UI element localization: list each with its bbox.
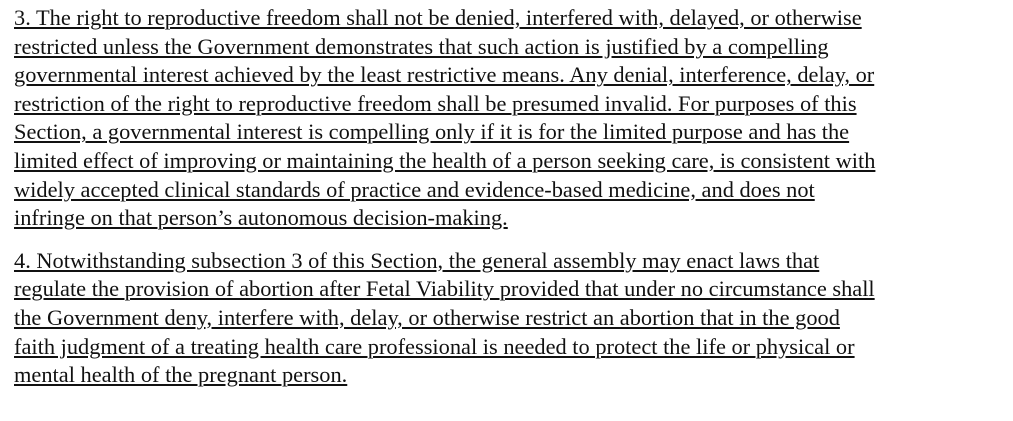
text-line: mental health of the pregnant person. bbox=[14, 362, 348, 388]
text-line: 3. The right to reproductive freedom shall not be denied, interfered with, delayed, or otherwise bbox=[14, 5, 862, 30]
text-line: widely accepted clinical standards of practice and evidence-based medicine, and does not bbox=[14, 176, 815, 202]
text-line: governmental interest achieved by the least restrictive means. Any denial, interference, delay, or bbox=[14, 62, 875, 88]
text-line: limited effect of improving or maintaining the health of a person seeking care, is consistent with bbox=[14, 147, 876, 173]
text-line: 4. Notwithstanding subsection 3 of this Section, the general assembly may enact laws that bbox=[14, 247, 820, 273]
text-line: restriction of the right to reproductive freedom shall be presumed invalid. For purposes of this bbox=[14, 90, 857, 116]
text-line: regulate the provision of abortion after Fetal Viability provided that under no circumstance shall bbox=[14, 276, 875, 302]
text-line: restricted unless the Government demonstrates that such action is justified by a compelling bbox=[14, 33, 829, 59]
document-body bbox=[14, 4, 1004, 390]
paragraph-subsection-3 bbox=[14, 4, 1004, 233]
text-line: infringe on that person’s autonomous decision-making. bbox=[14, 205, 508, 231]
text-line: faith judgment of a treating health care professional is needed to protect the life or physical or bbox=[14, 333, 855, 359]
paragraph-subsection-4 bbox=[14, 247, 1004, 390]
text-line: the Government deny, interfere with, delay, or otherwise restrict an abortion that in the good bbox=[14, 304, 840, 330]
text-line: Section, a governmental interest is compelling only if it is for the limited purpose and has the bbox=[14, 119, 850, 145]
